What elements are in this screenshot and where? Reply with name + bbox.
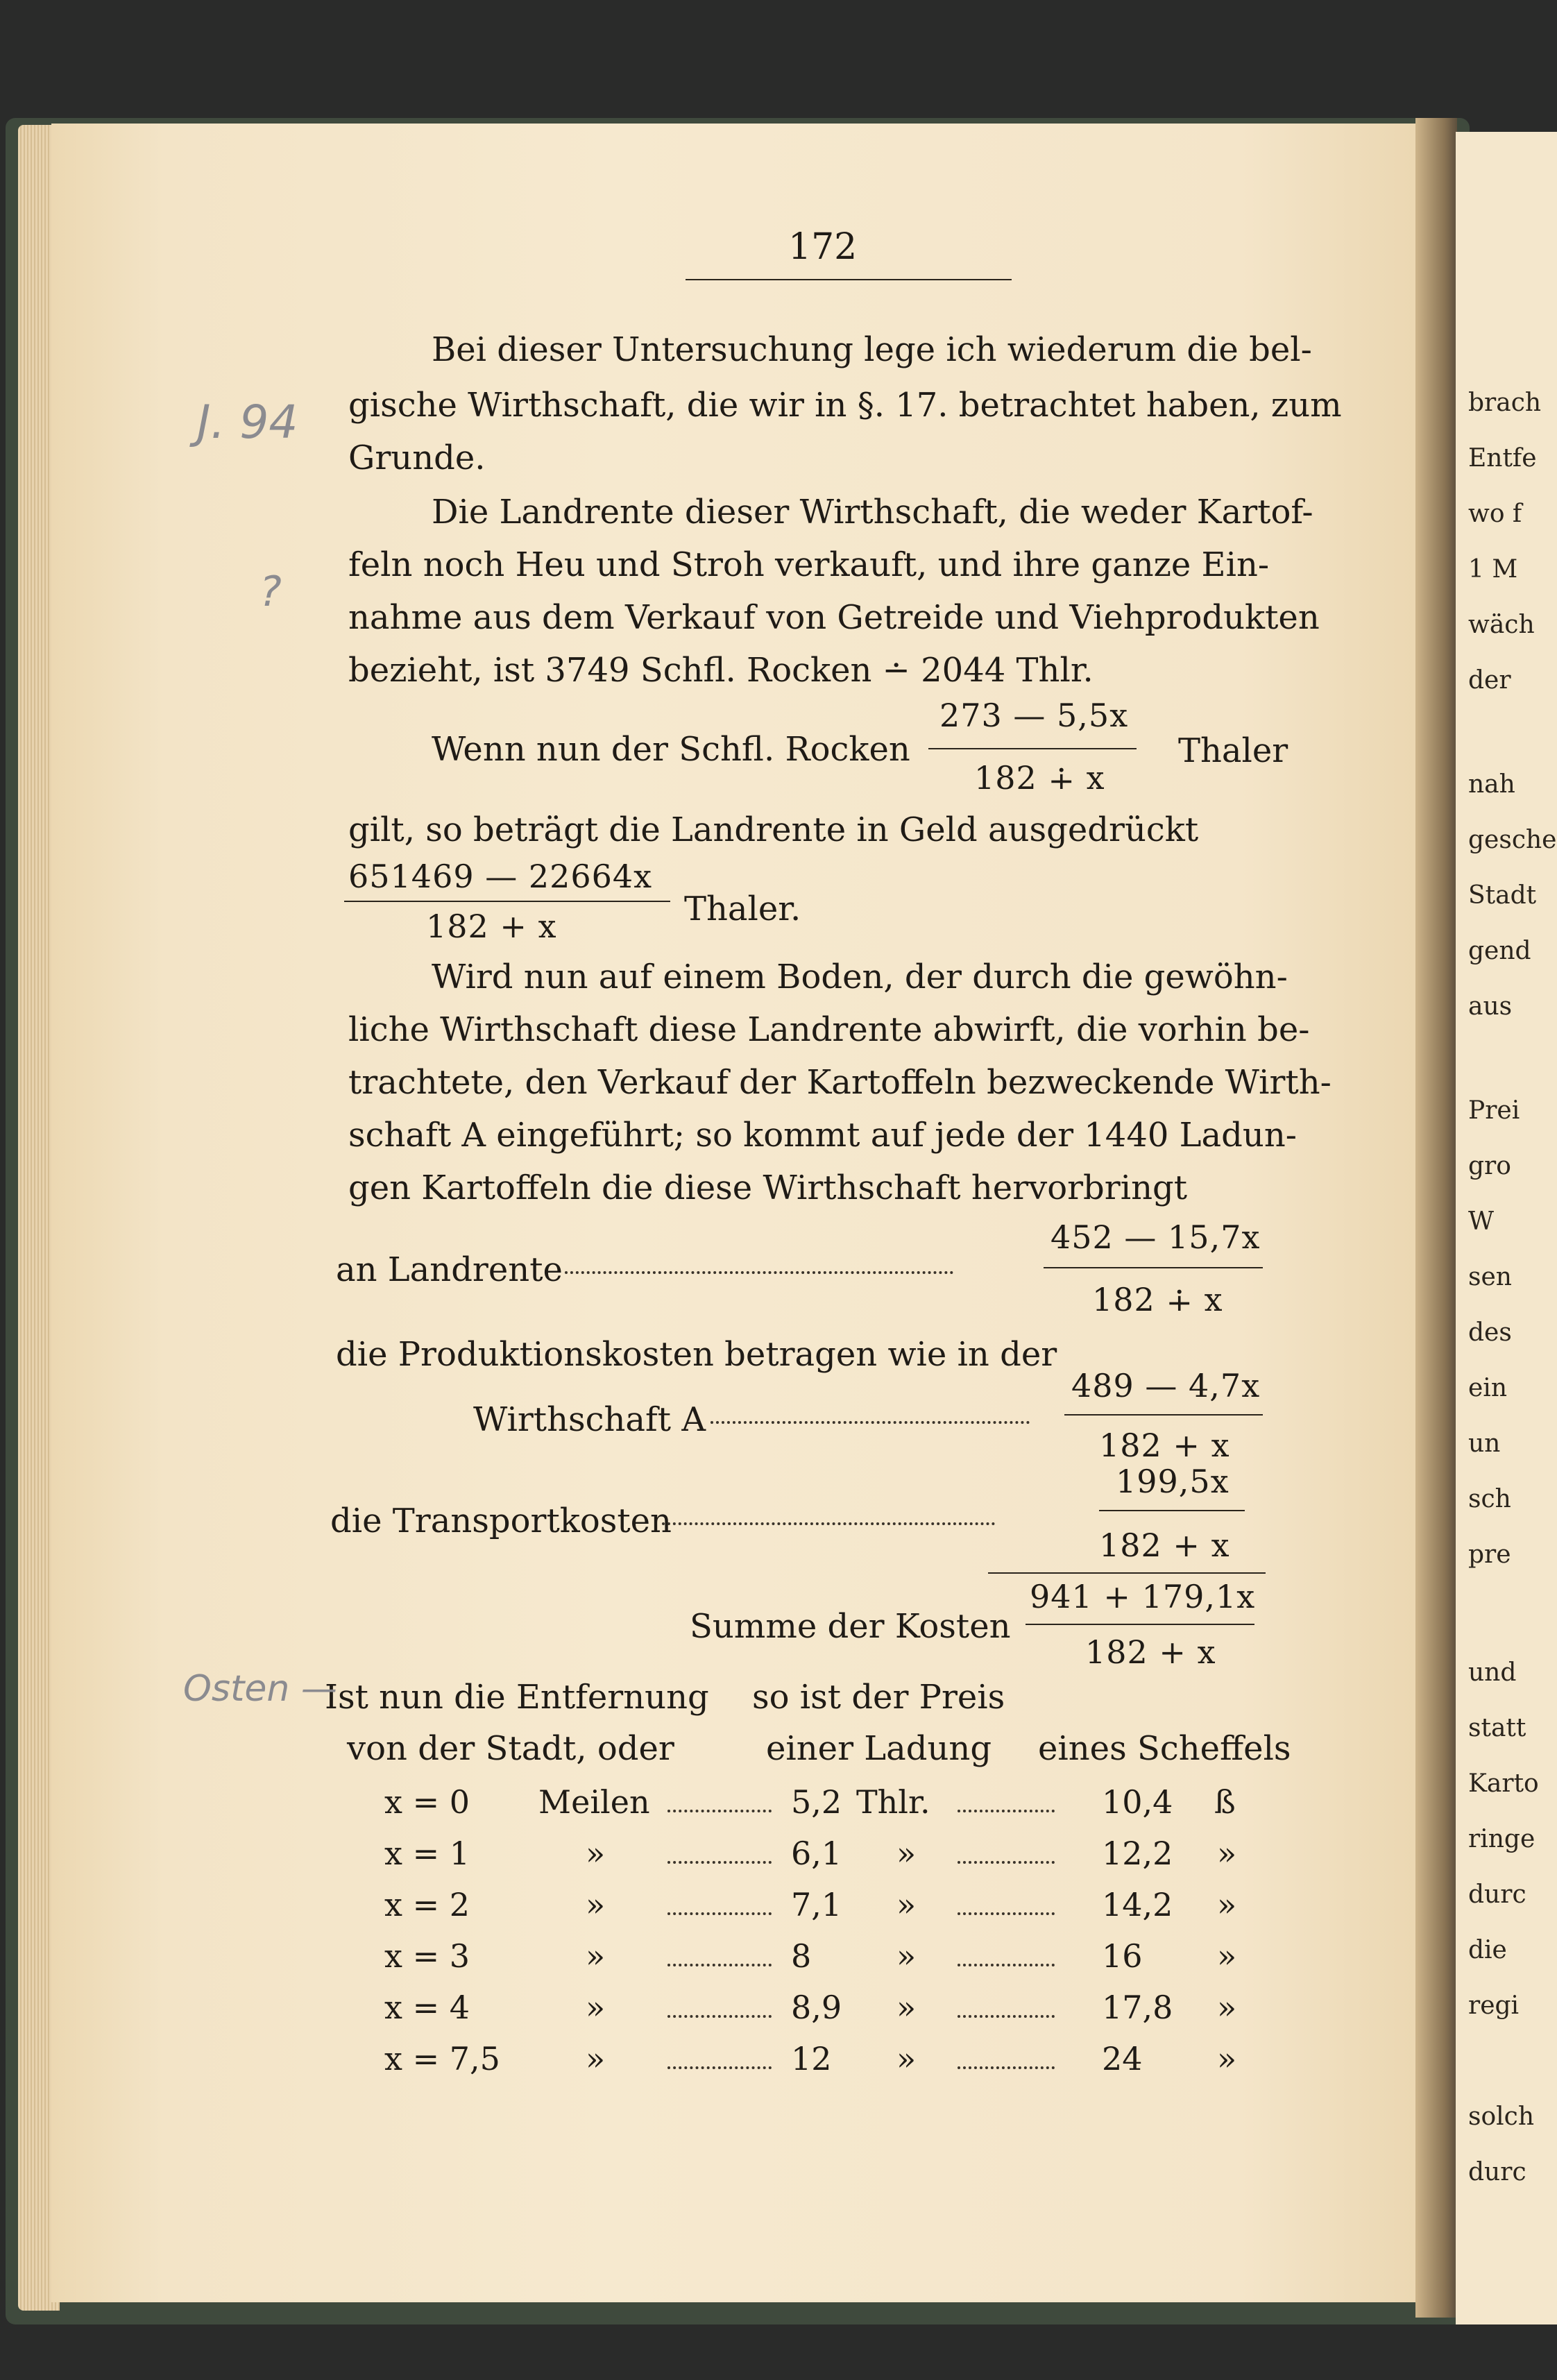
text-line: Wird nun auf einem Boden, der durch die gewöhn-: [432, 958, 1288, 996]
facing-page-fragment: 1 M: [1468, 555, 1518, 584]
facing-page-fragment: wo f: [1468, 500, 1522, 528]
bushel-unit: ß: [1214, 1783, 1236, 1821]
fraction-numerator: 452 — 15,7x: [1050, 1218, 1261, 1256]
sum-rule: [988, 1572, 1266, 1574]
pencil-note: Osten —: [183, 1668, 337, 1710]
facing-page-fragment: pre: [1468, 1540, 1511, 1569]
bushel-price: 17,8: [1102, 1989, 1173, 2026]
book-page: [51, 124, 1452, 2302]
leader-dots: [667, 1964, 772, 1966]
pencil-note: J. 94: [197, 396, 298, 449]
header-rule: [686, 279, 1012, 280]
fraction-denominator: 182 ∔ x: [974, 759, 1105, 797]
fraction-bar: [928, 748, 1137, 749]
facing-page-fragment: statt: [1468, 1714, 1526, 1742]
fraction-denominator: 182 + x: [1099, 1427, 1230, 1464]
pencil-note: ?: [260, 568, 282, 616]
distance-value: x = 3: [384, 1937, 470, 1975]
facing-page-fragment: der: [1468, 666, 1511, 695]
leader-dots: [958, 1861, 1055, 1864]
leader-dots: [667, 1861, 772, 1864]
facing-page-fragment: sch: [1468, 1485, 1511, 1513]
table-header-left: Ist nun die Entfernung: [325, 1678, 709, 1717]
facing-page-fragment: nah: [1468, 770, 1515, 799]
fraction-numerator: 199,5x: [1116, 1463, 1230, 1500]
table-row: [51, 1991, 1370, 2033]
fraction-denominator: 182 + x: [426, 908, 557, 945]
bushel-unit: »: [1217, 1989, 1237, 2026]
table-header-left: von der Stadt, oder: [347, 1729, 674, 1768]
facing-page-fragment: durc: [1468, 2158, 1526, 2186]
cost-label: an Landrente: [336, 1250, 563, 1289]
fraction-numerator: 651469 — 22664x: [348, 858, 653, 895]
fraction-bar: [1099, 1510, 1245, 1511]
facing-page-fragment: brach: [1468, 389, 1542, 417]
bushel-unit: »: [1217, 1937, 1237, 1975]
text-line: Grunde.: [348, 439, 486, 477]
facing-page-fragment: regi: [1468, 1991, 1520, 2020]
table-row: [51, 1837, 1370, 1879]
leader-dots: [958, 1912, 1055, 1915]
load-price: 8,9: [791, 1989, 842, 2026]
fraction-bar: [1064, 1414, 1263, 1416]
unit-text: Thaler.: [684, 890, 801, 928]
leader-dots: [958, 1964, 1055, 1966]
leader-dots: [711, 1421, 1030, 1424]
facing-page-fragment: aus: [1468, 992, 1513, 1021]
bushel-unit: »: [1217, 1886, 1237, 1923]
text-line: gen Kartoffeln die diese Wirthschaft hervorbringt: [348, 1168, 1187, 1207]
page-number: 172: [788, 226, 858, 268]
bushel-price: 12,2: [1102, 1835, 1173, 1872]
text-line: gilt, so beträgt die Landrente in Geld ausgedrückt: [348, 810, 1199, 849]
book-gutter: [1415, 118, 1457, 2318]
text-line: schaft A eingeführt; so kommt auf jede der 1440 Ladun-: [348, 1116, 1297, 1155]
leader-dots: [667, 1810, 772, 1812]
table-row: [51, 1783, 1370, 1828]
load-unit: »: [896, 1835, 917, 1872]
text-line: trachtete, den Verkauf der Kartoffeln bezweckende Wirth-: [348, 1063, 1331, 1102]
distance-value: x = 2: [384, 1886, 470, 1923]
leader-dots: [662, 1522, 995, 1525]
fraction-bar: [1026, 1624, 1254, 1625]
facing-page-fragment: un: [1468, 1429, 1501, 1458]
text-line: Bei dieser Untersuchung lege ich wiederum die bel-: [432, 330, 1312, 369]
bushel-unit: »: [1217, 1835, 1237, 1872]
unit-text: Thaler: [1178, 731, 1288, 770]
bushel-price: 14,2: [1102, 1886, 1173, 1923]
facing-page-fragment: Stadt: [1468, 881, 1537, 910]
table-row: [51, 1886, 1370, 1930]
facing-page-fragment: die: [1468, 1936, 1507, 1964]
sum-label: Summe der Kosten: [690, 1607, 1011, 1646]
table-header-right: eines Scheffels: [1038, 1729, 1291, 1768]
leader-dots: [958, 2015, 1055, 2018]
distance-unit: »: [586, 2040, 606, 2077]
leader-dots: [958, 2066, 1055, 2069]
facing-page-edge: [1456, 132, 1557, 2324]
text-line: bezieht, ist 3749 Schfl. Rocken ∸ 2044 Thlr.: [348, 651, 1094, 690]
table-row: [51, 1937, 1370, 1982]
fraction-bar: [344, 901, 670, 902]
cost-label: die Produktionskosten betragen wie in der: [336, 1335, 1057, 1374]
text-line: gische Wirthschaft, die wir in §. 17. betrachtet haben, zum: [348, 386, 1342, 425]
bushel-price: 10,4: [1102, 1783, 1173, 1821]
table-row: [51, 2040, 1370, 2084]
load-unit: »: [896, 1937, 917, 1975]
facing-page-fragment: W: [1468, 1207, 1495, 1236]
facing-page-fragment: wäch: [1468, 611, 1535, 639]
load-price: 6,1: [791, 1835, 842, 1872]
facing-page-fragment: solch: [1468, 2102, 1535, 2131]
bushel-price: 24: [1102, 2040, 1143, 2077]
facing-page-fragment: ringe: [1468, 1825, 1535, 1853]
fraction-numerator: 273 — 5,5x: [939, 697, 1129, 734]
text-line: nahme aus dem Verkauf von Getreide und Viehprodukten: [348, 598, 1320, 637]
fraction-numerator: 941 + 179,1x: [1030, 1578, 1256, 1615]
distance-unit: »: [586, 1937, 606, 1975]
distance-value: x = 7,5: [384, 2040, 500, 2077]
distance-unit: »: [586, 1886, 606, 1923]
cost-label: Wirthschaft A: [473, 1400, 706, 1439]
leader-dots: [565, 1271, 953, 1274]
bushel-unit: »: [1217, 2040, 1237, 2077]
leader-dots: [667, 2066, 772, 2069]
fraction-bar: [1044, 1267, 1263, 1268]
cost-label: die Transportkosten: [330, 1502, 672, 1540]
fraction-denominator: 182 + x: [1085, 1633, 1216, 1671]
facing-page-fragment: und: [1468, 1658, 1517, 1687]
distance-unit: »: [586, 1989, 606, 2026]
load-price: 7,1: [791, 1886, 842, 1923]
leader-dots: [667, 2015, 772, 2018]
load-price: 8: [791, 1937, 812, 1975]
facing-page-fragment: gesche: [1468, 826, 1557, 854]
fraction-denominator: 182 + x: [1099, 1527, 1230, 1564]
text-line: feln noch Heu und Stroh verkauft, und ihre ganze Ein-: [348, 545, 1270, 584]
fraction-numerator: 489 — 4,7x: [1071, 1367, 1261, 1404]
facing-page-fragment: sen: [1468, 1263, 1512, 1291]
leader-dots: [958, 1810, 1055, 1812]
distance-value: x = 4: [384, 1989, 470, 2026]
facing-page-fragment: gend: [1468, 937, 1531, 965]
facing-page-fragment: Entfe: [1468, 444, 1537, 473]
distance-unit: »: [586, 1835, 606, 1872]
load-price: 12: [791, 2040, 832, 2077]
table-header-mid: einer Ladung: [766, 1729, 992, 1768]
leader-dots: [667, 1912, 772, 1915]
table-header-mid: so ist der Preis: [752, 1678, 1005, 1717]
load-unit: »: [896, 2040, 917, 2077]
fraction-denominator: 182 ∔ x: [1092, 1281, 1223, 1318]
distance-value: x = 0: [384, 1783, 470, 1821]
formula-lead-text: Wenn nun der Schfl. Rocken: [432, 730, 910, 769]
facing-page-fragment: durc: [1468, 1880, 1526, 1909]
load-price: 5,2: [791, 1783, 842, 1821]
distance-unit: Meilen: [538, 1783, 650, 1821]
facing-page-fragment: Prei: [1468, 1096, 1520, 1125]
distance-value: x = 1: [384, 1835, 470, 1872]
text-line: Die Landrente dieser Wirthschaft, die weder Kartof-: [432, 493, 1313, 532]
bushel-price: 16: [1102, 1937, 1143, 1975]
facing-page-fragment: ein: [1468, 1374, 1508, 1402]
facing-page-fragment: gro: [1468, 1152, 1511, 1180]
load-unit: Thlr.: [856, 1783, 930, 1821]
text-line: liche Wirthschaft diese Landrente abwirft, die vorhin be-: [348, 1010, 1310, 1049]
facing-page-fragment: des: [1468, 1318, 1512, 1347]
load-unit: »: [896, 1886, 917, 1923]
facing-page-fragment: Karto: [1468, 1769, 1539, 1798]
load-unit: »: [896, 1989, 917, 2026]
